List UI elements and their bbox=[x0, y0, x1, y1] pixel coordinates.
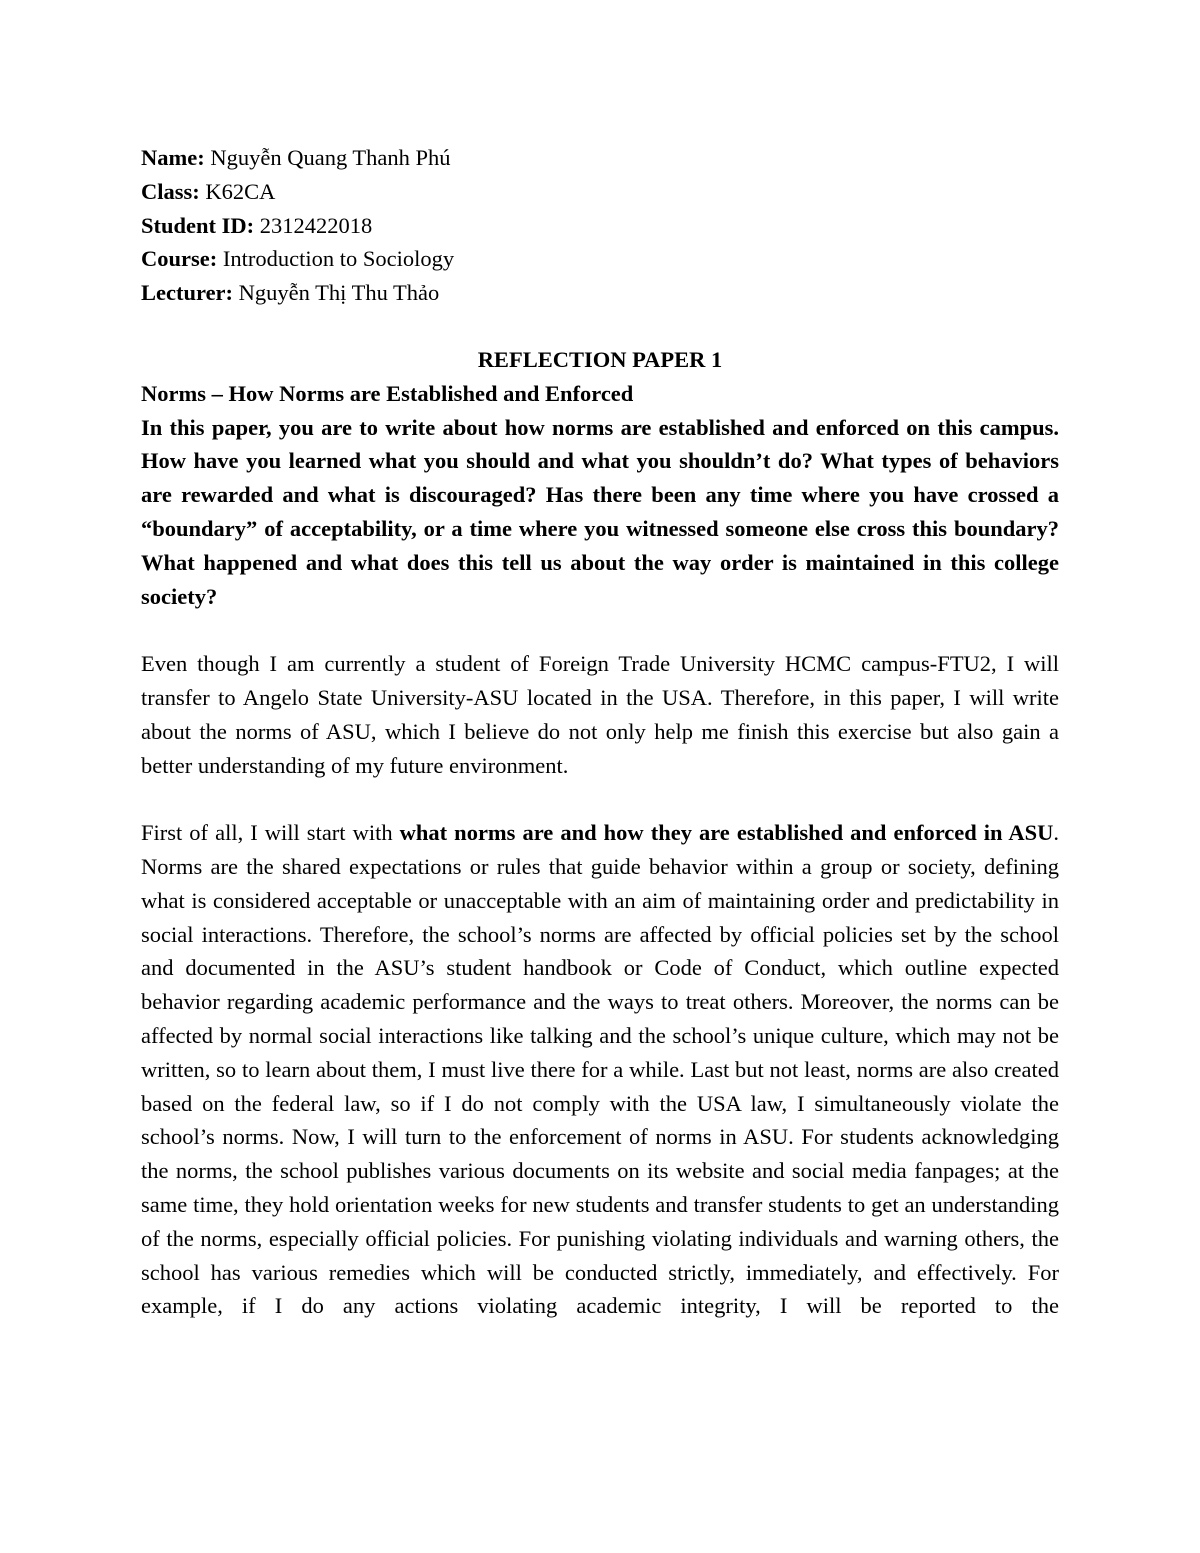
class-label: Class: bbox=[141, 178, 200, 204]
student-id-label: Student ID: bbox=[141, 212, 255, 238]
document-page bbox=[141, 141, 1059, 1323]
name-line bbox=[141, 141, 1059, 175]
paragraph-intro: Even though I am currently a student of Foreign Trade University HCMC campus-FTU2, I will transfer to Angelo State University-ASU located in the USA. Therefore, in this paper, I will write about the norms of ASU, which I believe do not only help me finish this exercise but also gain a better understanding of my future environment. bbox=[141, 651, 1059, 778]
class-line bbox=[141, 175, 1059, 209]
name-label: Name: bbox=[141, 145, 205, 170]
course-label: Course: bbox=[141, 246, 218, 272]
name-value: Nguyễn Quang Thanh Phú bbox=[204, 145, 451, 170]
lecturer-label: Lecturer: bbox=[141, 280, 234, 306]
student-id-line bbox=[141, 209, 1059, 243]
student-id-value: 2312422018 bbox=[254, 212, 373, 238]
paragraph-norms-bold: what norms are and how they are established and enforced in ASU bbox=[399, 820, 1054, 846]
document-title: REFLECTION PAPER 1 bbox=[477, 346, 723, 372]
course-value: Introduction to Sociology bbox=[217, 246, 455, 272]
lecturer-value: Nguyễn Thị Thu Thảo bbox=[233, 280, 440, 306]
paragraph-norms-body: . Norms are the shared expectations or rules that guide behavior within a group or society, defining what is considered acceptable or unacceptable with an aim of maintaining order and predictability in social interactions. Therefore, the school’s norms are affected by official policies set by the school and documented in the ASU’s student handbook or Code of Conduct, which outline expected behavior regarding academic performance and the ways to treat others. Moreover, the norms can be affected by normal social interactions like talking and the school’s unique culture, which may not be written, so to learn about them, I must live there for a while. Last but not least, norms are also created based on the federal law, so if I do not comply with the USA law, I simultaneously violate the school’s norms. Now, I will turn to the enforcement of norms in ASU. For students acknowledging the norms, the school publishes various documents on its website and social media fanpages; at the same time, they hold orientation weeks for new students and transfer students to get an understanding of the norms, especially official policies. For punishing violating individuals and warning others, the school has various remedies which will be conducted strictly, immediately, and effectively. For example, if I do any actions violating academic integrity, I will be reported to the bbox=[141, 820, 1060, 1319]
lecturer-line bbox=[141, 276, 1059, 310]
document-subtitle: Norms – How Norms are Established and Enforced bbox=[141, 380, 634, 406]
paragraph-norms-intro: First of all, I will start with bbox=[141, 820, 400, 846]
course-line bbox=[141, 242, 1059, 276]
assignment-prompt: In this paper, you are to write about how norms are established and enforced on this campus. How have you learned what you should and what you shouldn’t do? What types of behaviors are rewarded and what is discouraged? Has there been any time where you have crossed a “boundary” of acceptability, or a time where you witnessed someone else cross this boundary? What happened and what does this tell us about the way order is maintained in this college society? bbox=[141, 414, 1059, 609]
student-info-block bbox=[141, 141, 1059, 310]
paragraph-norms bbox=[141, 816, 1059, 1323]
class-value: K62CA bbox=[199, 178, 276, 204]
